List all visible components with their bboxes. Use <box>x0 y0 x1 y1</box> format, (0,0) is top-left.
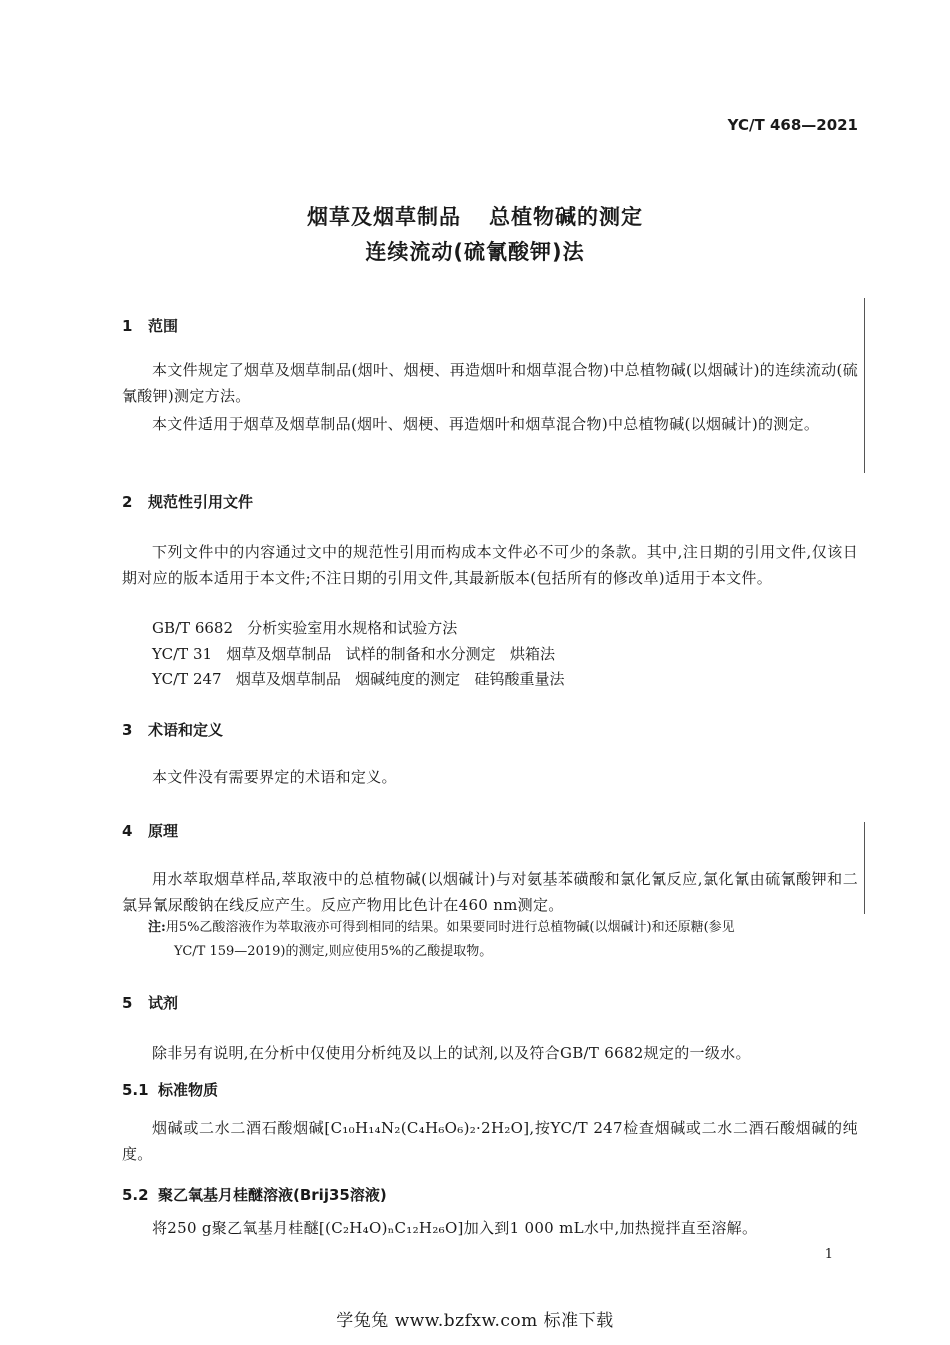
reference-item: YC/T 31 烟草及烟草制品 试样的制备和水分测定 烘箱法 <box>152 645 555 663</box>
section-3-paragraph: 本文件没有需要界定的术语和定义。 <box>152 768 397 786</box>
page-number: 1 <box>824 1247 833 1262</box>
margin-change-bar <box>864 298 865 473</box>
margin-change-bar <box>864 822 865 914</box>
reference-item: GB/T 6682 分析实验室用水规格和试验方法 <box>152 619 458 637</box>
section-1-paragraph-1: 本文件规定了烟草及烟草制品(烟叶、烟梗、再造烟叶和烟草混合物)中总植物碱(以烟碱计)的连续流动(硫氰酸钾)测定方法。 <box>122 361 858 405</box>
note-text-continued: YC/T 159—2019)的测定,则应使用5%的乙酸提取物。 <box>174 944 493 959</box>
section-heading-4: 4 原理 <box>122 822 179 840</box>
standard-code: YC/T 468—2021 <box>727 116 858 134</box>
watermark-footer: 学兔兔 www.bzfxw.com 标准下载 <box>336 1311 614 1331</box>
note <box>148 916 860 964</box>
section-heading-3: 3 术语和定义 <box>122 721 224 739</box>
section-heading-2: 2 规范性引用文件 <box>122 493 254 511</box>
section-5-paragraph: 除非另有说明,在分析中仅使用分析纯及以上的试剂,以及符合GB/T 6682规定的一级水。 <box>152 1044 751 1062</box>
doc-title-line1: 烟草及烟草制品 总植物碱的测定 <box>307 205 643 229</box>
section-2-paragraph: 下列文件中的内容通过文中的规范性引用而构成本文件必不可少的条款。其中,注日期的引用文件,仅该日期对应的版本适用于本文件;不注日期的引用文件,其最新版本(包括所有的修改单)适用于本文件。 <box>122 543 858 587</box>
reference-item: YC/T 247 烟草及烟草制品 烟碱纯度的测定 硅钨酸重量法 <box>152 670 565 688</box>
section-1-paragraph-2: 本文件适用于烟草及烟草制品(烟叶、烟梗、再造烟叶和烟草混合物)中总植物碱(以烟碱计)的测定。 <box>152 415 820 433</box>
doc-title-line2: 连续流动(硫氰酸钾)法 <box>365 240 585 264</box>
subsection-heading-5-2: 5.2 聚乙氧基月桂醚溶液(Brij35溶液) <box>122 1186 387 1204</box>
subsection-5-1-paragraph: 烟碱或二水二酒石酸烟碱[C₁₀H₁₄N₂(C₄H₆O₆)₂·2H₂O],按YC/T 247检查烟碱或二水二酒石酸烟碱的纯度。 <box>122 1119 858 1163</box>
note-text: 用5%乙酸溶液作为萃取液亦可得到相同的结果。如果要同时进行总植物碱(以烟碱计)和还原糖(参见 <box>165 920 735 935</box>
note-label: 注: <box>148 920 166 935</box>
section-heading-1: 1 范围 <box>122 317 179 335</box>
section-4-paragraph: 用水萃取烟草样品,萃取液中的总植物碱(以烟碱计)与对氨基苯磺酸和氯化氰反应,氯化氰由硫氰酸钾和二氯异氰尿酸钠在线反应产生。反应产物用比色计在460 nm测定。 <box>122 870 858 914</box>
subsection-5-2-paragraph: 将250 g聚乙氧基月桂醚[(C₂H₄O)ₙC₁₂H₂₆O]加入到1 000 mL水中,加热搅拌直至溶解。 <box>152 1219 758 1237</box>
subsection-heading-5-1: 5.1 标准物质 <box>122 1081 219 1099</box>
section-heading-5: 5 试剂 <box>122 994 179 1012</box>
